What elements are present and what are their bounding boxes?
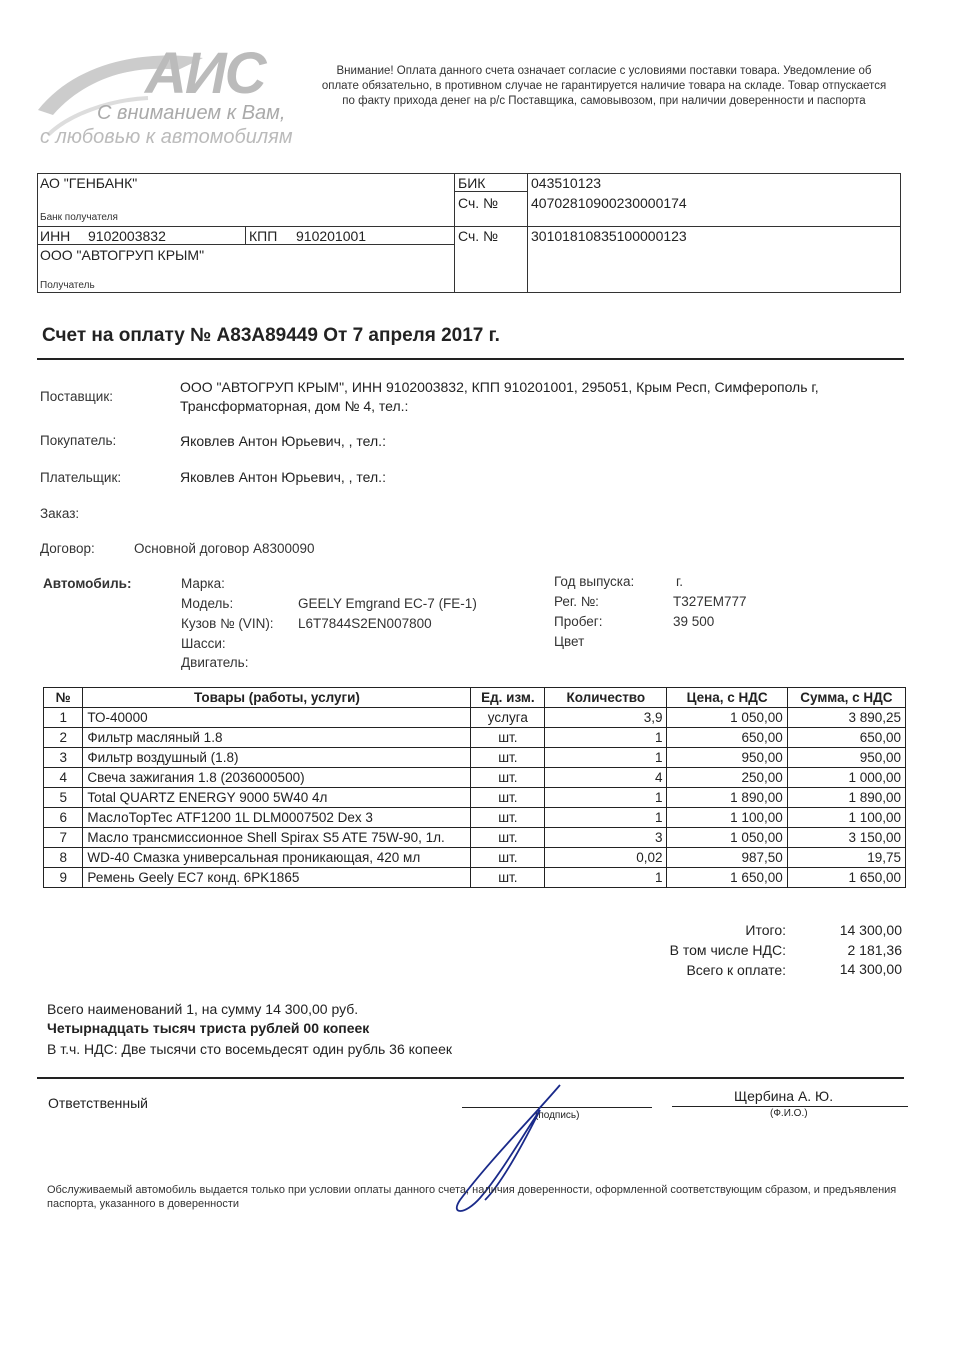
car-mileage-value: 39 500 [673, 614, 715, 629]
row-unit: шт. [471, 848, 545, 868]
row-goods: Ремень Geely EC7 конд. 6PK1865 [83, 868, 471, 888]
row-number: 4 [44, 768, 83, 788]
car-color-label: Цвет [554, 634, 585, 649]
row-amount: 19,75 [787, 848, 905, 868]
account-label: Сч. № [458, 195, 499, 211]
row-quantity: 1 [545, 788, 667, 808]
table-row [44, 808, 906, 828]
summary-amount-words: Четырнадцать тысяч триста рублей 00 копеек [47, 1020, 370, 1036]
table-row [44, 708, 906, 728]
row-price: 1 650,00 [667, 868, 787, 888]
table-row [44, 788, 906, 808]
payer-label: Плательщик: [40, 470, 122, 485]
recipient-name: ООО "АВТОГРУП КРЫМ" [40, 247, 205, 263]
supplier-line2: Трансформаторная, дом № 4, тел.: [180, 398, 409, 414]
pay-total-value: 14 300,00 [839, 961, 902, 977]
row-amount: 3 150,00 [787, 828, 905, 848]
contract-label: Договор: [40, 541, 95, 556]
title-divider [37, 358, 904, 360]
car-year-value: г. [676, 574, 684, 589]
car-chassis-label: Шасси: [181, 636, 226, 651]
row-goods: Свеча зажигания 1.8 (2036000500) [83, 768, 471, 788]
row-price: 250,00 [667, 768, 787, 788]
kpp-label: КПП [249, 228, 278, 244]
account-value: 40702810900230000174 [531, 195, 687, 211]
row-price: 987,50 [667, 848, 787, 868]
inn-value: 9102003832 [88, 228, 166, 244]
col-quantity: Количество [545, 688, 667, 708]
table-row [44, 868, 906, 888]
car-vin-label: Кузов № (VIN): [181, 616, 274, 631]
bank-details-table [37, 173, 901, 293]
car-engine-label: Двигатель: [181, 655, 249, 670]
col-number: № [44, 688, 83, 708]
pay-total-label: Всего к оплате: [686, 962, 786, 978]
row-price: 1 100,00 [667, 808, 787, 828]
row-amount: 1 650,00 [787, 868, 905, 888]
col-unit: Ед. изм. [471, 688, 545, 708]
row-quantity: 4 [545, 768, 667, 788]
row-amount: 1 890,00 [787, 788, 905, 808]
row-quantity: 1 [545, 728, 667, 748]
buyer-label: Покупатель: [40, 433, 117, 448]
col-price: Цена, с НДС [667, 688, 787, 708]
bank-caption: Банк получателя [40, 212, 118, 223]
bik-label: БИК [458, 175, 486, 191]
payer-value: Яковлев Антон Юрьевич, , тел.: [180, 469, 386, 485]
row-unit: шт. [471, 768, 545, 788]
row-unit: шт. [471, 728, 545, 748]
row-quantity: 1 [545, 748, 667, 768]
row-price: 950,00 [667, 748, 787, 768]
car-year-label: Год выпуска: [554, 574, 635, 589]
car-model-value: GEELY Emgrand EC-7 (FE-1) [298, 596, 477, 611]
row-amount: 1 000,00 [787, 768, 905, 788]
row-price: 1 050,00 [667, 828, 787, 848]
table-row [44, 728, 906, 748]
col-amount: Сумма, с НДС [787, 688, 905, 708]
row-quantity: 3,9 [545, 708, 667, 728]
row-amount: 1 100,00 [787, 808, 905, 828]
buyer-value: Яковлев Антон Юрьевич, , тел.: [180, 433, 386, 449]
summary-divider [37, 1077, 904, 1079]
car-make-label: Марка: [181, 576, 225, 591]
row-amount: 950,00 [787, 748, 905, 768]
row-price: 1 890,00 [667, 788, 787, 808]
name-line [672, 1106, 908, 1107]
row-goods: Масло трансмиссионное Shell Spirax S5 ATE 75W-90, 1л. [83, 828, 471, 848]
items-header-row [44, 688, 906, 708]
row-goods: Фильтр воздушный (1.8) [83, 748, 471, 768]
logo-slogan-line1: С вниманием к Вам, [97, 102, 286, 124]
logo-slogan-line2: с любовью к автомобилям [40, 126, 293, 148]
supplier-label: Поставщик: [40, 389, 113, 404]
row-number: 3 [44, 748, 83, 768]
recipient-caption: Получатель [40, 280, 95, 291]
row-price: 650,00 [667, 728, 787, 748]
bank-name: АО "ГЕНБАНК" [40, 175, 138, 191]
table-row [44, 848, 906, 868]
car-vin-value: L6T7844S2EN007800 [298, 616, 432, 631]
row-goods: ТО-40000 [83, 708, 471, 728]
contract-value: Основной договор А8300090 [134, 541, 315, 556]
row-number: 1 [44, 708, 83, 728]
kpp-value: 910201001 [296, 228, 367, 244]
summary-count: Всего наименований 1, на сумму 14 300,00 руб. [47, 1001, 359, 1017]
total-value: 14 300,00 [839, 922, 902, 938]
row-quantity: 3 [545, 828, 667, 848]
car-reg-value: Т327ЕМ777 [673, 594, 747, 609]
car-reg-label: Рег. №: [554, 594, 599, 609]
signature-caption: (подпись) [535, 1110, 580, 1121]
table-row [44, 748, 906, 768]
responsible-name: Щербина А. Ю. [734, 1088, 834, 1104]
items-table [43, 687, 906, 888]
car-mileage-label: Пробег: [554, 614, 603, 629]
name-caption: (Ф.И.О.) [770, 1108, 808, 1119]
col-goods: Товары (работы, услуги) [83, 688, 471, 708]
row-number: 2 [44, 728, 83, 748]
order-label: Заказ: [40, 506, 80, 521]
car-label: Автомобиль: [43, 576, 132, 591]
row-unit: шт. [471, 748, 545, 768]
table-row [44, 828, 906, 848]
row-number: 7 [44, 828, 83, 848]
row-price: 1 050,00 [667, 708, 787, 728]
corr-account-label: Сч. № [458, 228, 499, 244]
footer-note: Обслуживаемый автомобиль выдается только при условии оплаты данного счета, наличия доверенности, оформленной соответствующим сбразом, и предъявления паспорта, указанного в доверенности [47, 1184, 897, 1210]
payment-notice: Внимание! Оплата данного счета означает согласие с условиями поставки товара. Уведомление об оплате обязательно, в противном случае не гарантируется наличие товара на складе. Товар отпускается по факту прихода денег на р/с Поставщика, самовывозом, при наличии доверенности и паспорта [321, 65, 887, 107]
logo-brand: АИС [145, 41, 265, 106]
corr-account-value: 30101810835100000123 [531, 228, 687, 244]
row-goods: Total QUARTZ ENERGY 9000 5W40 4л [83, 788, 471, 808]
row-goods: МаслоТорТес ATF1200 1L DLM0007502 Dex 3 [83, 808, 471, 828]
row-quantity: 0,02 [545, 848, 667, 868]
row-number: 8 [44, 848, 83, 868]
row-unit: шт. [471, 808, 545, 828]
row-number: 5 [44, 788, 83, 808]
supplier-line1: ООО "АВТОГРУП КРЫМ", ИНН 9102003832, КПП 910201001, 295051, Крым Респ, Симферополь г, [180, 379, 819, 395]
row-unit: шт. [471, 788, 545, 808]
row-unit: шт. [471, 828, 545, 848]
invoice-title: Счет на оплату № А83А89449 От 7 апреля 2017 г. [42, 325, 500, 346]
inn-label: ИНН [40, 228, 71, 244]
car-model-label: Модель: [181, 596, 234, 611]
row-unit: услуга [471, 708, 545, 728]
row-amount: 3 890,25 [787, 708, 905, 728]
row-number: 6 [44, 808, 83, 828]
row-goods: WD-40 Смазка универсальная проникающая, 420 мл [83, 848, 471, 868]
vat-label: В том числе НДС: [669, 942, 786, 958]
vat-value: 2 181,36 [847, 942, 902, 958]
row-quantity: 1 [545, 808, 667, 828]
row-unit: шт. [471, 868, 545, 888]
total-label: Итого: [745, 922, 786, 938]
row-number: 9 [44, 868, 83, 888]
row-amount: 650,00 [787, 728, 905, 748]
bik-value: 043510123 [531, 175, 602, 191]
responsible-label: Ответственный [48, 1095, 148, 1111]
row-quantity: 1 [545, 868, 667, 888]
row-goods: Фильтр масляный 1.8 [83, 728, 471, 748]
table-row [44, 768, 906, 788]
summary-vat-words: В т.ч. НДС: Две тысячи сто восемьдесят один рубль 36 копеек [47, 1041, 452, 1057]
